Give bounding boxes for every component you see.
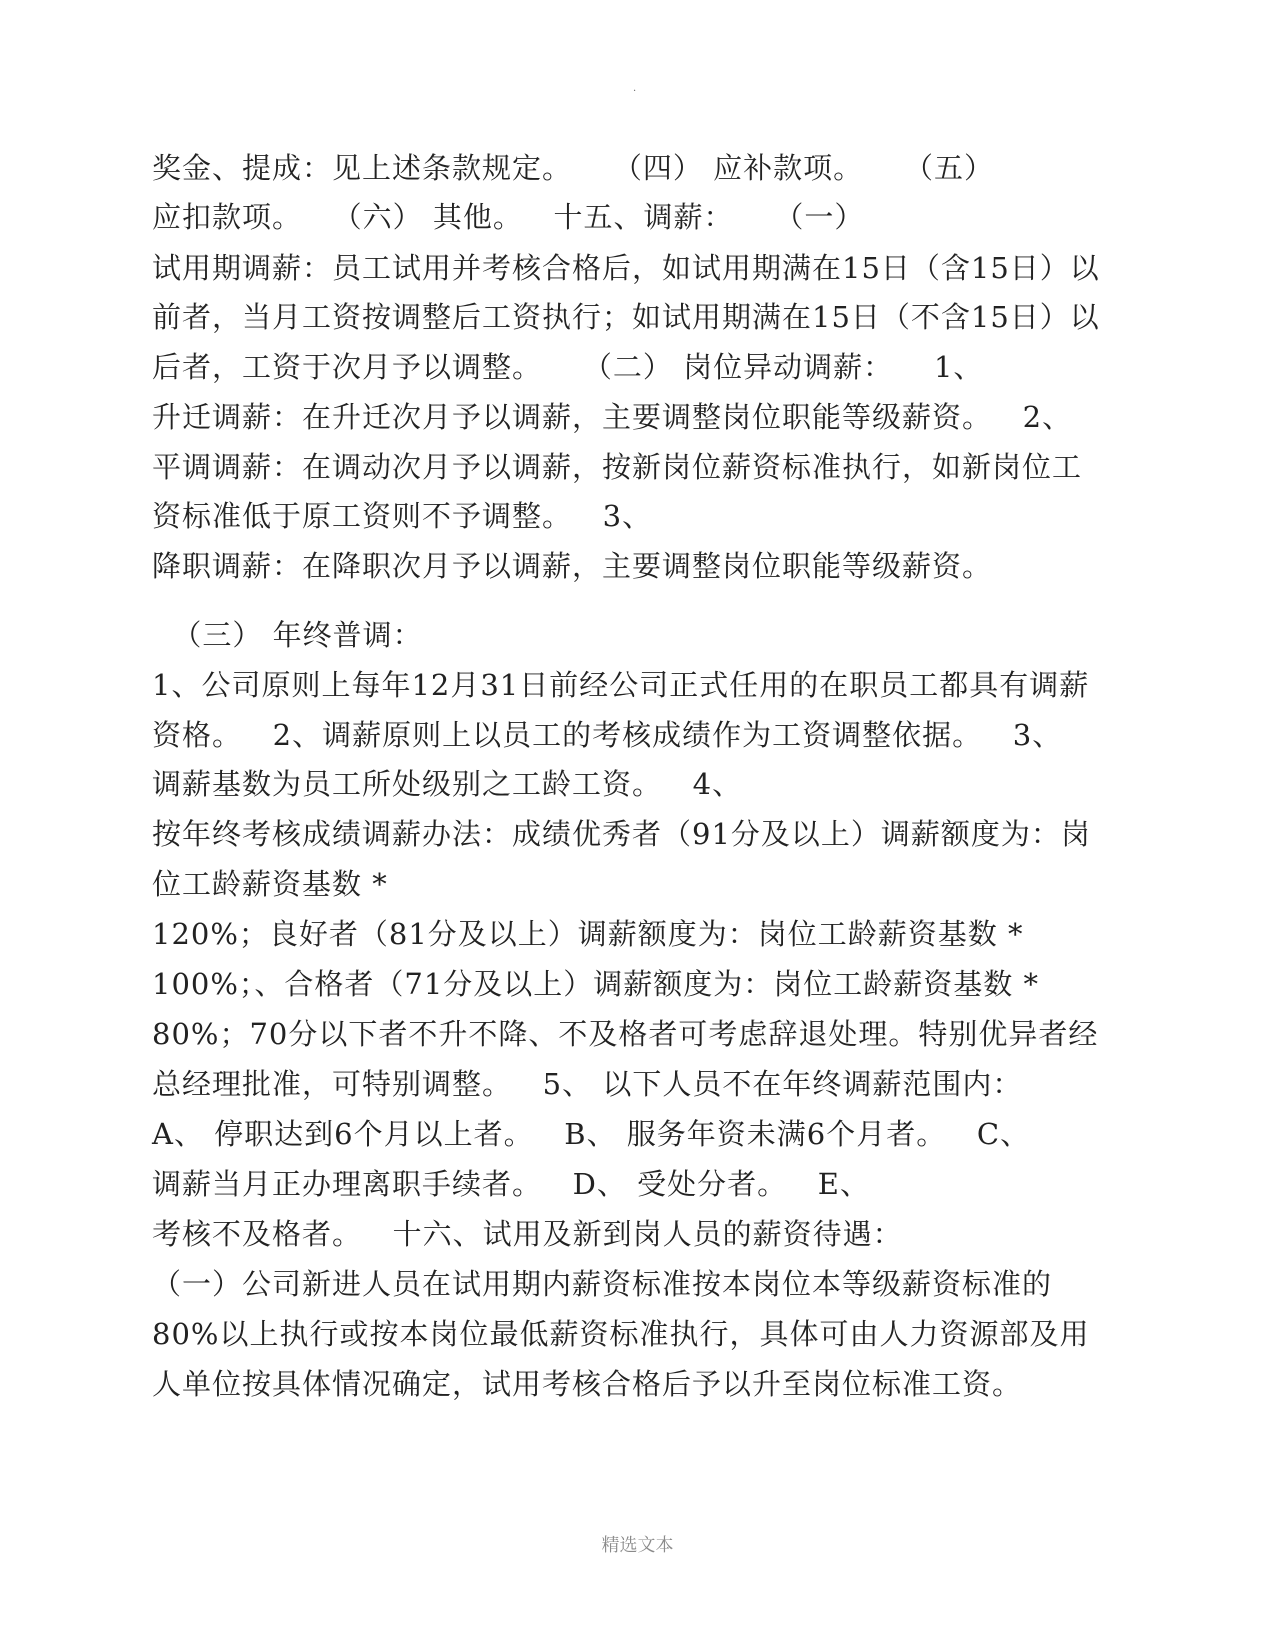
body-line-21: 调薪当月正办理离职手续者。 D、 受处分者。 E、 [152,1167,870,1201]
body-line-25: 人单位按具体情况确定，试用考核合格后予以升至岗位标准工资。 [152,1367,1023,1401]
body-line-1: 奖金、提成：见上述条款规定。 （四） 应补款项。 （五） [152,151,994,185]
body-line-7: 平调调薪：在调动次月予以调薪，按新岗位薪资标准执行，如新岗位工 [152,450,1083,484]
body-line-22: 考核不及格者。 十六、试用及新到岗人员的薪资待遇： [152,1217,903,1251]
body-line-24: 80%以上执行或按本岗位最低薪资标准执行，具体可由人力资源部及用 [152,1317,1090,1351]
page-footer: 精选文本 [601,1535,674,1556]
body-line-18: 80%；70分以下者不升不降、不及格者可考虑辞退处理。特别优异者经 [152,1017,1099,1051]
header-mark: . [633,83,637,94]
body-line-15: 位工龄薪资基数 * [152,867,388,901]
body-line-5: 后者，工资于次月予以调整。 （二） 岗位异动调薪： 1、 [152,350,984,384]
body-line-10: （三） 年终普调： [152,618,423,652]
body-line-4: 前者，当月工资按调整后工资执行；如试用期满在15日（不含15日）以 [152,300,1100,334]
body-line-12: 资格。 2、调薪原则上以员工的考核成绩作为工资调整依据。 3、 [152,718,1063,752]
body-line-17: 100%；、合格者（71分及以上）调薪额度为：岗位工龄薪资基数 * [152,967,1040,1001]
body-line-20: A、 停职达到6个月以上者。 B、 服务年资未满6个月者。 C、 [152,1117,1031,1151]
body-line-11: 1、公司原则上每年12月31日前经公司正式任用的在职员工都具有调薪 [152,668,1090,702]
body-line-16: 120%；良好者（81分及以上）调薪额度为：岗位工龄薪资基数 * [152,917,1024,951]
body-line-23: （一）公司新进人员在试用期内薪资标准按本岗位本等级薪资标准的 [152,1267,1053,1301]
body-line-8: 资标准低于原工资则不予调整。 3、 [152,499,653,533]
body-line-9: 降职调薪：在降职次月予以调薪，主要调整岗位职能等级薪资。 [152,549,993,583]
body-line-2: 应扣款项。 （六） 其他。 十五、调薪： （一） [152,200,865,234]
body-line-3: 试用期调薪：员工试用并考核合格后，如试用期满在15日（含15日）以 [152,251,1100,285]
body-line-13: 调薪基数为员工所处级别之工龄工资。 4、 [152,767,743,801]
body-line-14: 按年终考核成绩调薪办法：成绩优秀者（91分及以上）调薪额度为：岗 [152,817,1091,851]
body-line-6: 升迁调薪：在升迁次月予以调薪，主要调整岗位职能等级薪资。 2、 [152,400,1073,434]
body-line-19: 总经理批准，可特别调整。 5、 以下人员不在年终调薪范围内： [152,1067,1023,1101]
